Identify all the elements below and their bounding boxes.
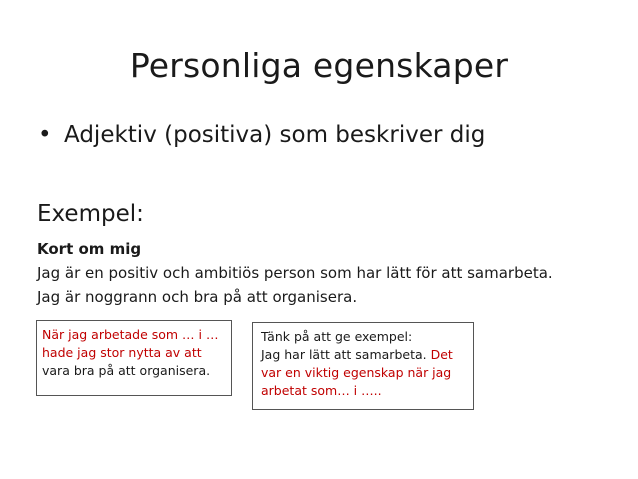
tip-box-right-line-4: arbetat som… i …..: [261, 383, 382, 398]
slide-title: Personliga egenskaper: [129, 46, 509, 85]
tip-box-right: [252, 322, 474, 410]
example-text-block: [37, 237, 553, 309]
tip-box-left-line-3: vara bra på att organisera.: [42, 363, 211, 378]
tip-box-right-line-2: [261, 346, 473, 364]
tip-box-left-line-2: hade jag stor nytta av att: [42, 345, 202, 360]
tip-box-left: [36, 320, 232, 396]
tip-box-right-line-1: Tänk på att ge exempel:: [261, 329, 413, 344]
tip-box-right-line-2-black: Jag har lätt att samarbeta.: [261, 347, 427, 362]
bullet-icon: •: [38, 122, 52, 148]
tip-box-left-line-1: När jag arbetade som … i …: [42, 327, 219, 342]
bullet-item: [38, 120, 485, 150]
about-label: Kort om mig: [37, 240, 142, 258]
bullet-text: Adjektiv (positiva) som beskriver dig: [64, 122, 486, 148]
example-heading: Exempel:: [37, 201, 144, 227]
example-line-1: Jag är en positiv och ambitiös person som har lätt för att samarbeta.: [37, 264, 553, 282]
tip-box-right-line-3: var en viktig egenskap när jag: [261, 365, 452, 380]
example-line-2: Jag är noggrann och bra på att organisera.: [37, 288, 358, 306]
tip-box-right-line-2-red: Det: [430, 347, 453, 362]
